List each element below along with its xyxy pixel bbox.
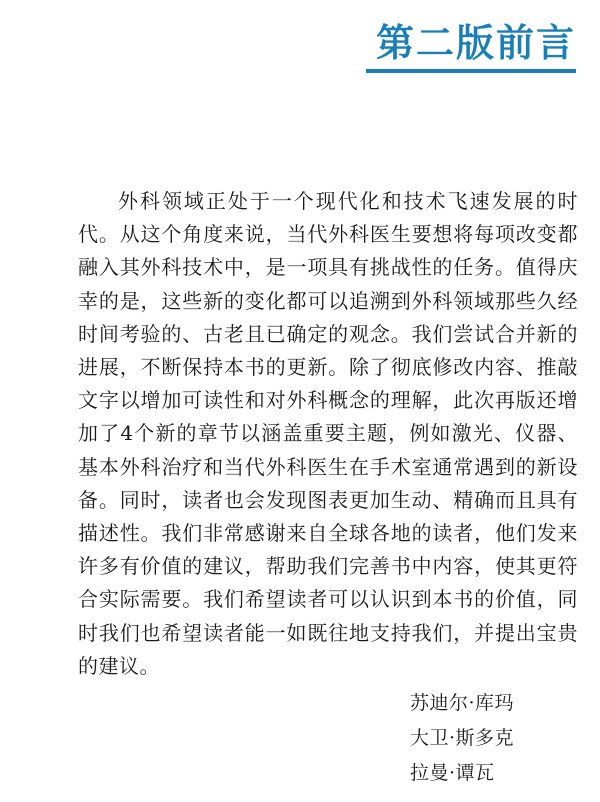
author-name: 苏迪尔·库玛 — [410, 692, 515, 714]
author-name: 拉曼·谭瓦 — [410, 762, 495, 784]
page-title: 第二版前言 — [375, 21, 576, 65]
title-underline — [366, 69, 576, 73]
preface-paragraph: 外科领域正处于一个现代化和技术飞速发展的时代。从这个角度来说，当代外科医生要想将每项改变都融入其外科技术中，是一项具有挑战性的任务。值得庆幸的是，这些新的变化都可以追溯到外科领域那些久经时间考验的、古老且已确定的观念。我们尝试合并新的进展，不断保持本书的更新。除了彻底修改内容、推敲文字以增加可读性和对外科概念的理解，此次再版还增加了4个新的章节以涵盖重要主题，例如激光、仪器、基本外科治疗和当代外科医生在手术室通常遇到的新设备。同时，读者也会发现图表更加生动、精确而且具有描述性。我们非常感谢来自全球各地的读者，他们发来许多有价值的建议，帮助我们完善书中内容，使其更符合实际需要。我们希望读者可以认识到本书的价值，同时我们也希望读者能一如既往地支持我们，并提出宝贵的建议。 — [78, 189, 578, 678]
author-name: 大卫·斯多克 — [410, 727, 515, 749]
title-block — [366, 20, 576, 73]
author-signatures — [410, 686, 514, 791]
